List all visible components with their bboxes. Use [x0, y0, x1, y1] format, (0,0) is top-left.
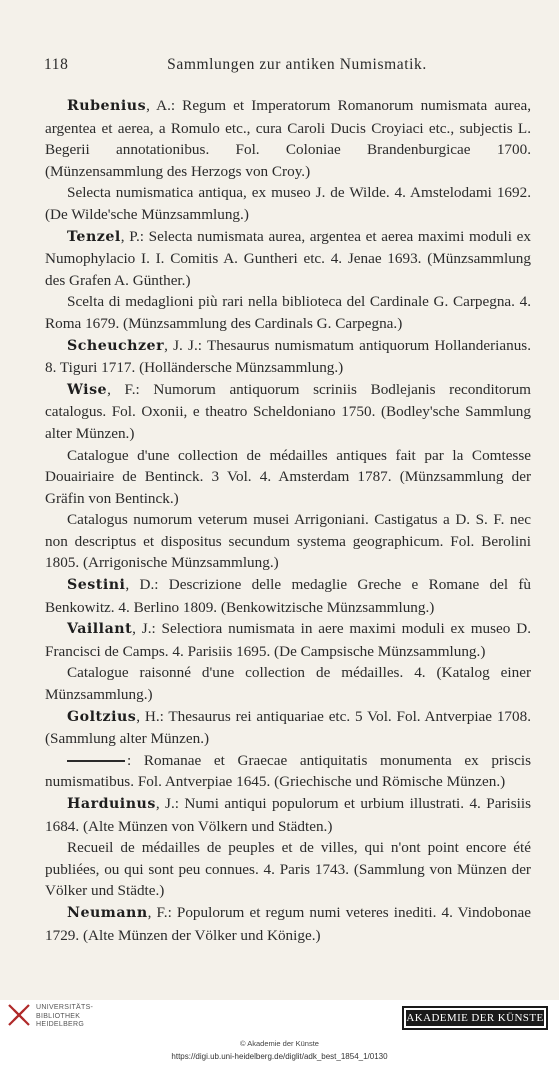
- entry-text: , F.: Populorum et regum numi veteres inediti. 4. Vindobonae 1729. (Alte Münzen der Völker und Könige.): [45, 903, 531, 944]
- bibliography-entry: [45, 750, 531, 793]
- bibliography-entry: [45, 662, 531, 705]
- bibliography-entry: [45, 509, 531, 574]
- author-name: Harduinus: [67, 796, 156, 812]
- entry-text: , H.: Thesaurus rei antiquariae etc. 5 Vol. Fol. Antverpiae 1708. (Sammlung alter Münzen.): [45, 707, 531, 748]
- bibliography-entry: [45, 618, 531, 662]
- entry-text: Recueil de médailles de peuples et de villes, qui n'ont point encore été publiées, ou qui sont peu connues. 4. Paris 1743. (Sammlung von Münzen der Völker und Städte.): [45, 839, 531, 900]
- entry-text: , F.: Numorum antiquorum scriniis Bodlejanis reconditorum catalogus. Fol. Oxonii, e theatro Scheldoniano 1750. (Bodley'sche Sammlung alter Münzen.): [45, 380, 531, 442]
- entry-text: , D.: Descrizione delle medaglie Greche e Romane del fù Benkowitz. 4. Berlino 1809. (Benkowitzische Münzsammlung.): [45, 576, 531, 616]
- bibliography-entry: [45, 335, 531, 379]
- bibliography-entry: [45, 379, 531, 445]
- ub-heidelberg-logo[interactable]: [6, 998, 156, 1038]
- bibliography-entry: [45, 226, 531, 292]
- entry-text: , A.: Regum et Imperatorum Romanorum numismata aurea, argentea et aerea, a Romulo etc., cura Caroli Ducis Croyiaci etc., subjectis L. Begerii annotationibus. Fol. Coloniae Brandenburgicae 1700. (Münzensammlung des Herzogs von Croy.): [45, 97, 531, 180]
- entry-text: : Romanae et Graecae antiquitatis monumenta ex priscis numismatibus. Fol. Antverpiae 1645. (Griechische und Römische Münzen.): [45, 751, 531, 791]
- permalink-url[interactable]: https://digi.ub.uni-heidelberg.de/diglit/adk_best_1854_1/0130: [171, 1052, 388, 1061]
- author-name: Wise: [67, 381, 108, 398]
- bibliography-entry: [45, 445, 531, 510]
- bibliography-entry: [45, 837, 531, 902]
- author-name: Neumann: [67, 904, 148, 921]
- akademie-der-kuenste-logo[interactable]: [402, 1006, 548, 1030]
- ub-heidelberg-emblem-icon: [6, 1002, 32, 1032]
- entry-text: Scelta di medaglioni più rari nella biblioteca del Cardinale G. Carpegna. 4. Roma 1679. (Münzsammlung des Cardinals G. Carpegna.): [45, 293, 531, 332]
- author-name: Scheuchzer: [67, 337, 165, 354]
- ditto-dash: [67, 760, 125, 762]
- bibliography-entry: [45, 574, 531, 618]
- copyright-notice: © Akademie der Künste: [240, 1039, 319, 1048]
- bibliography-entry: [45, 182, 531, 225]
- bibliography-entry: [45, 902, 531, 946]
- entry-text: Catalogue raisonné d'une collection de médailles. 4. (Katalog einer Münzsammlung.): [45, 664, 531, 704]
- ub-heidelberg-wordmark: UNIVERSITÄTS- BIBLIOTHEK HEIDELBERG: [36, 1004, 94, 1028]
- author-name: Goltzius: [67, 708, 137, 725]
- author-name: Tenzel: [67, 228, 121, 245]
- entry-text: , J. J.: Thesaurus numismatum antiquorum Hollanderianus. 8. Tiguri 1717. (Holländersche Münzsammlung.): [45, 336, 531, 377]
- entry-text: Catalogue d'une collection de médailles antiques fait par la Comtesse Douairiaire de Bentinck. 3 Vol. 4. Amsterdam 1787. (Münzsammlung der Gräfin von Bentinck.): [45, 446, 531, 507]
- page-number: 118: [44, 56, 69, 73]
- bibliography-entry: [45, 793, 531, 837]
- author-name: Sestini: [67, 577, 126, 594]
- bibliography-body: [45, 95, 531, 946]
- author-name: Vaillant: [67, 621, 133, 638]
- entry-text: Selecta numismatica antiqua, ex museo J. de Wilde. 4. Amstelodami 1692. (De Wilde'sche Münzsammlung.): [45, 184, 531, 223]
- bibliography-entry: [45, 706, 531, 750]
- entry-text: , P.: Selecta numismata aurea, argentea et aerea maximi moduli ex Numophylacio I. I. Comitis A. Guntheri etc. 4. Jenae 1693. (Münzsammlung des Grafen A. Günther.): [45, 227, 531, 289]
- running-title: Sammlungen zur antiken Numismatik.: [167, 56, 427, 73]
- entry-text: , J.: Selectiora numismata in aere maximi moduli ex museo D. Francisci de Camps. 4. Parisiis 1695. (De Campsische Münzsammlung.): [45, 620, 531, 660]
- page-header: [44, 56, 530, 78]
- entry-text: Catalogus numorum veterum musei Arrigoniani. Castigatus a D. S. F. nec non descriptus et dispositus secundum systema geographicum. Fol. Berolini 1805. (Arrigonische Münzsammlung.): [45, 511, 531, 572]
- author-name: Rubenius: [67, 98, 147, 114]
- akademie-logo-text: AKADEMIE DER KÜNSTE: [406, 1012, 544, 1024]
- entry-text: , J.: Numi antiqui populorum et urbium illustrati. 4. Parisiis 1684. (Alte Münzen von Völkern und Städten.): [45, 795, 531, 835]
- bibliography-entry: [45, 95, 531, 182]
- bibliography-entry: [45, 291, 531, 334]
